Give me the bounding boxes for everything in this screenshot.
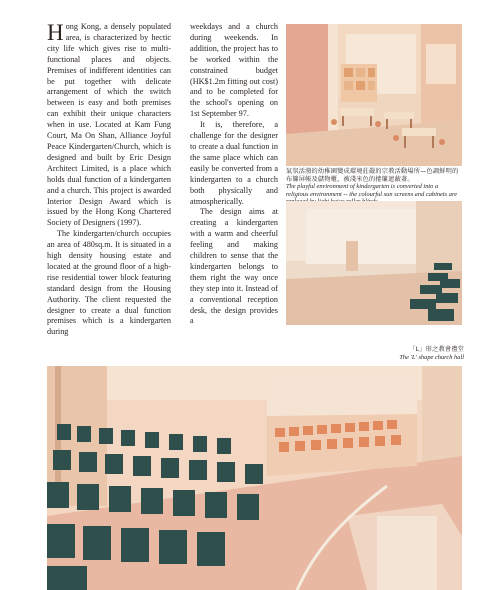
kindergarten-photo: [286, 24, 462, 166]
text-column-middle: [190, 22, 278, 327]
caption-english: The playful environment of kindergarten is converted into a religious environment -- the colourful sun screens and cabinets are: [286, 183, 458, 198]
body-paragraph: The design aims at creating a kindergarten with a warm and cheerful feeling and making children to sense that the kindergarten belongs to them right the way once they step into it. Instead of a conventional reception desk, the design provides a: [190, 207, 278, 326]
body-paragraph: weekdays and a church during weekends. In addition, the project has to be worked within the constrained budget (HK$1.2m fitting out cost) and to be completed for the school's opening on 1st September 97.: [190, 22, 278, 119]
church-conversion-photo: [286, 201, 462, 325]
body-paragraph: It is, therefore, a challenge for the designer to create a dual function in the same place which can easily be converted from a kindergarten to a church both physically and atmospherically.: [190, 120, 278, 206]
intro-paragraph: Hong Kong, a densely populated area, is characterized by hectic city life which gives rise to multi-functional places and objects. Premises of indifferent identities can be put together with delicate arrangement of which the switch between is easy and both premises can exhibit their unique characters when in use. Located at Kam Fung Court, Ma On Shan, Alliance Joyful Peace Kindergarten/Church, which is designed and built by Eric Design Architect Limited, is a place which holds dual function of a kindergarten and a church. This project is awarded Interior Design Award which is issued by the Hong Kong Chartered Society of Designers (1997).: [47, 20, 171, 228]
church-hall-caption: [399, 346, 464, 361]
church-hall-photo: [47, 366, 462, 590]
text-column-left: [47, 22, 171, 338]
caption-english: The 'L' shape church hall: [399, 353, 464, 361]
drop-cap: H: [47, 20, 64, 45]
body-paragraph: The kindergarten/church occupies an area of 480sq.m. It is situated in a high density housing estate and located at the ground floor of a high-rise residential tower block featuring standard design from the Housing Authority. The client requested the designer to create a dual function premises which is a kindergarten during: [47, 229, 171, 337]
caption-chinese: 氣氛活潑的幼稚園變成環境莊嚴的宗教活動場所—色調鮮明的布簾屏帳及儲物櫃，被淺米色的捲簾遮蔽著。: [286, 168, 459, 183]
caption-chinese: 「L」形之教會禮堂: [409, 346, 464, 353]
